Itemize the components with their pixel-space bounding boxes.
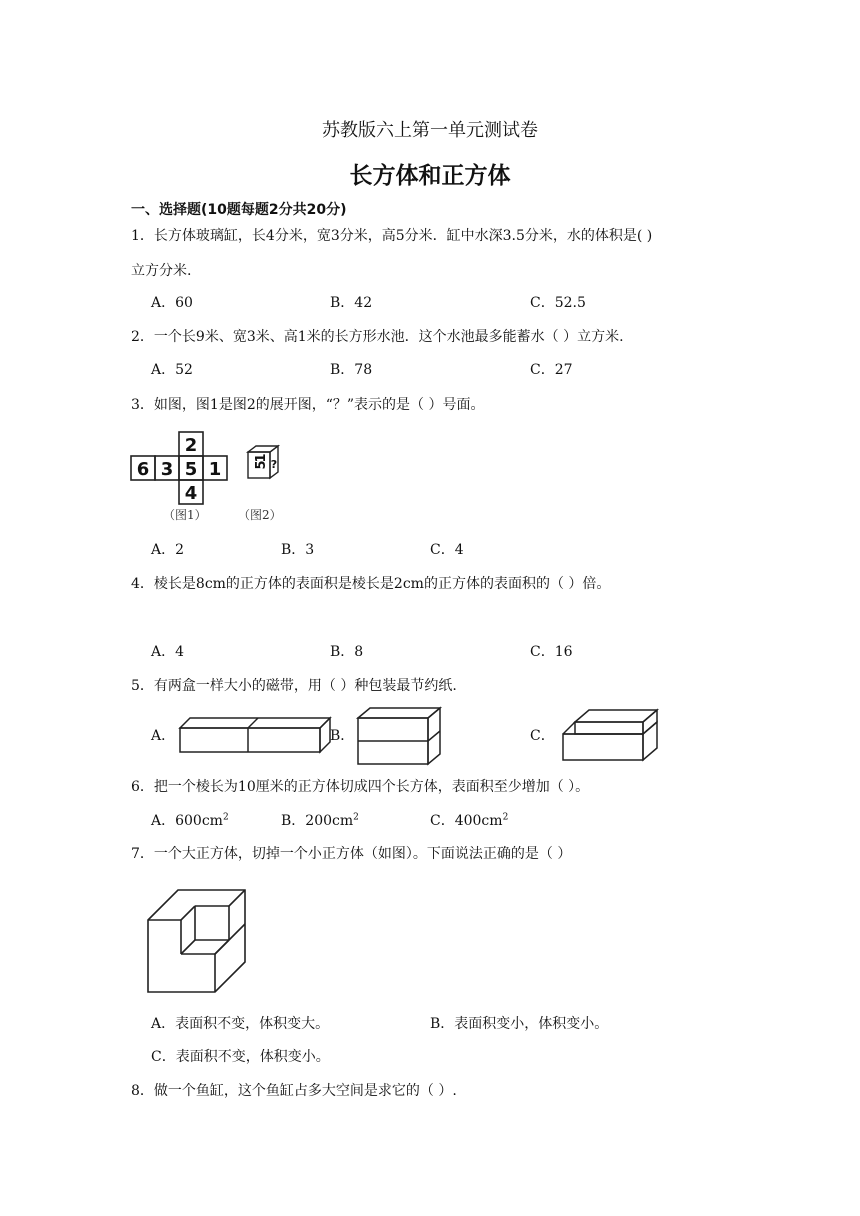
figure-1-caption: （图1） xyxy=(163,508,207,522)
cube-figure xyxy=(244,444,284,484)
question-4-option-c: C．16 xyxy=(530,644,573,660)
question-3-option-a: A．2 xyxy=(151,542,185,558)
question-6-option-c: C．$400cm^2$ xyxy=(430,812,509,829)
question-8-stem: 8．做一个鱼缸，这个鱼缸占多大空间是求它的（ ）. xyxy=(131,1083,457,1099)
question-6-stem: 6．把一个棱长为10厘米的正方体切成四个长方体，表面积至少增加（ ）。 xyxy=(131,779,590,795)
question-7-stem: 7．一个大正方体，切掉一个小正方体（如图）。下面说法正确的是（ ） xyxy=(131,846,572,862)
document-title: 长方体和正方体 xyxy=(349,163,511,189)
cube-face-question: ? xyxy=(270,458,278,471)
net-cell-1: 1 xyxy=(208,459,222,480)
question-4-option-b: B．8 xyxy=(330,644,364,660)
question-4-option-a: A．4 xyxy=(151,644,185,660)
net-cell-2: 2 xyxy=(184,435,198,456)
question-2-option-c: C．27 xyxy=(530,362,573,378)
packaging-option-a-figure xyxy=(178,716,333,754)
packaging-option-b-figure xyxy=(356,706,442,766)
question-1-option-b: B．42 xyxy=(330,295,373,311)
net-cell-4: 4 xyxy=(184,483,198,504)
net-cell-6: 6 xyxy=(136,459,150,480)
question-1-stem-cont: 立方分米. xyxy=(131,263,192,279)
section-heading: 一、选择题(10题每题2分共20分) xyxy=(131,202,347,218)
question-7-option-a: A．表面积不变，体积变大。 xyxy=(151,1016,330,1032)
question-7-option-b: B．表面积变小，体积变小。 xyxy=(430,1016,609,1032)
question-3-stem: 3．如图，图1是图2的展开图，“？”表示的是（ ）号面。 xyxy=(131,397,485,413)
net-cell-5: 5 xyxy=(184,459,198,480)
cube-face-1: 1 xyxy=(254,453,269,463)
net-cell-3: 3 xyxy=(160,459,174,480)
question-2-option-b: B．78 xyxy=(330,362,373,378)
question-3-option-c: C．4 xyxy=(430,542,464,558)
question-1-stem: 1．长方体玻璃缸，长4分米，宽3分米，高5分米．缸中水深3.5分米，水的体积是( ) xyxy=(131,228,653,244)
question-5-option-c: C． xyxy=(530,728,555,744)
cube-net-figure xyxy=(131,431,231,506)
question-5-option-a: A． xyxy=(151,728,176,744)
question-1-option-c: C．52.5 xyxy=(530,295,586,311)
cube-face-5: 5 xyxy=(254,460,269,470)
question-1-option-a: A．60 xyxy=(151,295,193,311)
question-4-stem: 4．棱长是8cm的正方体的表面积是棱长是2cm的正方体的表面积的（ ）倍。 xyxy=(131,576,611,592)
question-3-option-b: B．3 xyxy=(281,542,315,558)
document-subtitle: 苏教版六上第一单元测试卷 xyxy=(322,120,538,141)
cut-cube-figure xyxy=(145,888,247,994)
question-2-stem: 2．一个长9米、宽3米、高1米的长方形水池．这个水池最多能蓄水（ ）立方米. xyxy=(131,329,624,345)
question-6-option-b: B．$200cm^2$ xyxy=(281,812,359,829)
question-5-stem: 5．有两盒一样大小的磁带，用（ ）种包装最节约纸. xyxy=(131,678,457,694)
question-5-option-b: B． xyxy=(330,728,355,744)
question-7-option-c: C．表面积不变，体积变小。 xyxy=(151,1049,330,1065)
packaging-option-c-figure xyxy=(561,708,659,764)
question-2-option-a: A．52 xyxy=(151,362,193,378)
figure-2-caption: （图2） xyxy=(238,508,282,522)
question-6-option-a: A．$600cm^2$ xyxy=(151,812,229,829)
